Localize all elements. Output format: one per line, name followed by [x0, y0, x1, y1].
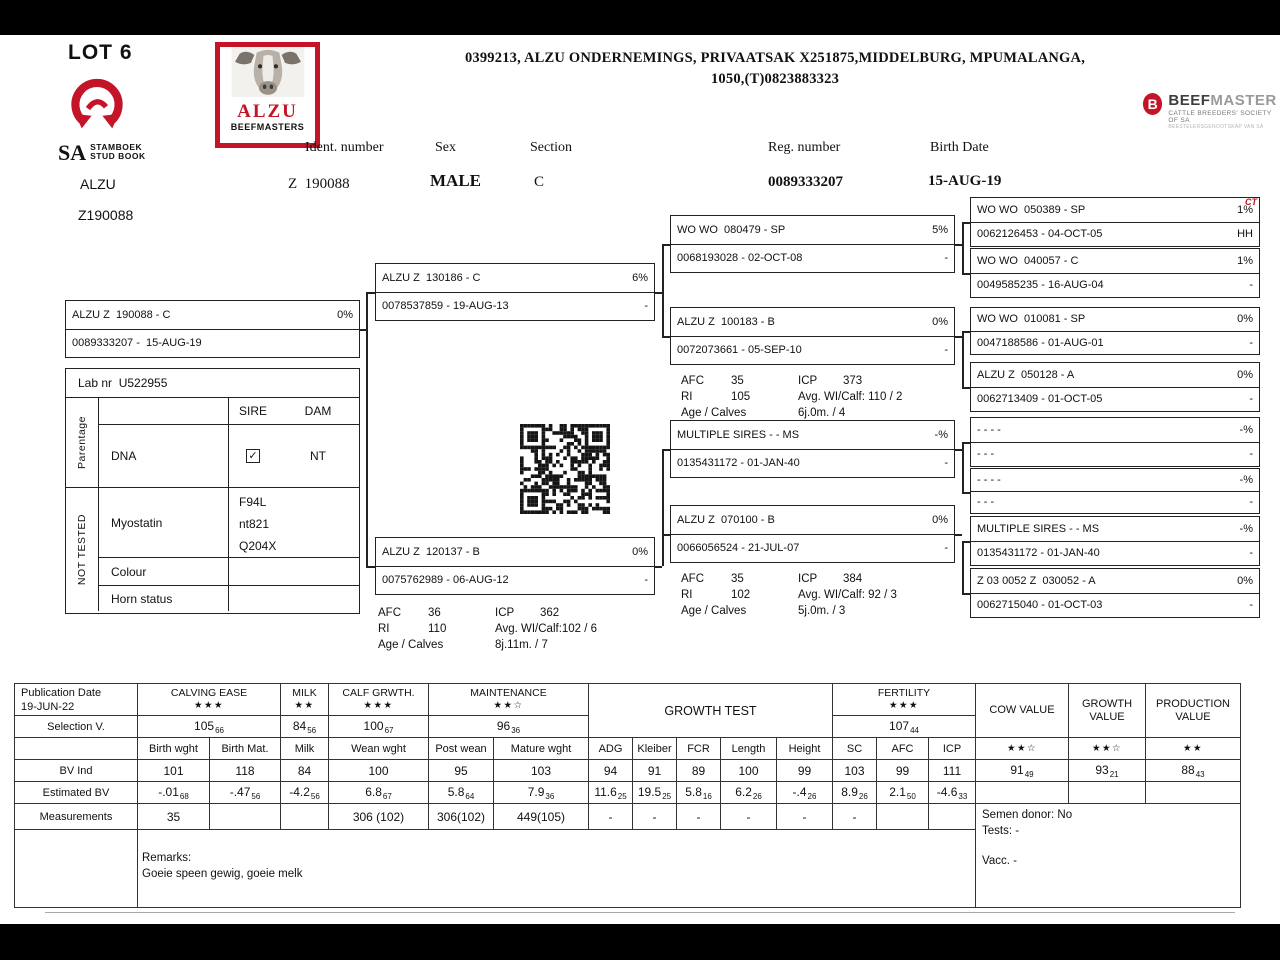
gp4-name: ALZU Z 070100 - B: [677, 513, 775, 526]
group-header-calving-ease: CALVING EASE ★★★: [138, 684, 281, 716]
icp-value: 362: [540, 607, 560, 619]
pedigree-connector: [962, 541, 970, 543]
ri-label: RI: [681, 391, 693, 403]
sire-inbreeding-pct: 6%: [632, 271, 648, 284]
ri-value: 102: [731, 589, 751, 601]
pedigree-connector: [962, 222, 970, 224]
stat-cell: 84: [281, 760, 329, 782]
empty-label-cell: [15, 738, 138, 760]
stat-cell: [281, 804, 329, 830]
pedigree-connector: [962, 273, 970, 275]
ggp6-reg-date: - - -: [977, 496, 995, 509]
ggp2-flag: -: [1249, 279, 1253, 292]
dam-reg-date: 0075762989 - 06-AUG-12: [382, 574, 509, 587]
section-label: Section: [530, 140, 572, 155]
ggp7-flag: -: [1249, 547, 1253, 560]
icp-label: ICP: [798, 573, 818, 585]
stat-cell: 103: [494, 760, 589, 782]
ggp1-inbreeding-pct: 1%: [1237, 203, 1253, 216]
stat-cell: -: [721, 804, 777, 830]
alzu-logo-sub: BEEFMASTERS: [230, 122, 305, 132]
alzu-logo-name: ALZU: [237, 101, 298, 122]
estimated-bv-label: Estimated BV: [15, 782, 138, 804]
ggp8-flag: -: [1249, 599, 1253, 612]
stat-cell: ICP: [929, 738, 976, 760]
group-header-fertility: FERTILITY ★★★: [833, 684, 976, 716]
gp4-flag: -: [944, 542, 948, 555]
colour-row: [99, 558, 359, 586]
pedigree-connector: [655, 566, 662, 568]
section-value: C: [534, 174, 545, 190]
milk-stars: ★★: [294, 700, 315, 711]
header-cow-value: COW VALUE: [976, 684, 1069, 738]
gp1-reg-date: 0068193028 - 02-OCT-08: [677, 252, 803, 265]
alzu-beefmasters-logo: [215, 42, 320, 148]
horn-status-label: Horn status: [99, 586, 229, 611]
breeder-address: [370, 48, 1180, 90]
empty-cell: [1146, 782, 1241, 804]
pedigree-connector: [662, 534, 670, 536]
bv-ind-label: BV Ind: [15, 760, 138, 782]
icp-value: 373: [843, 375, 863, 387]
dna-label: DNA: [99, 425, 229, 487]
stat-cell: $6.8_{67}$: [329, 782, 429, 804]
pedigree-box-animal: [65, 300, 360, 358]
stat-cell: -: [589, 804, 633, 830]
gp2-reg-date: 0072073661 - 05-SEP-10: [677, 344, 802, 357]
gp3-reg-date: 0135431172 - 01-JAN-40: [677, 457, 800, 470]
pedigree-connector: [662, 244, 670, 246]
selection-calving: $105_{66}$: [138, 716, 281, 738]
top-letterbox-bar: [0, 0, 1280, 35]
gp4-inbreeding-pct: 0%: [932, 513, 948, 526]
beefmaster-b-icon: B: [1143, 93, 1162, 115]
sex-label: Sex: [435, 140, 456, 155]
age-calves-value: 8j.11m. / 7: [495, 639, 548, 651]
pedigree-connector: [662, 244, 664, 336]
measurements-label: Measurements: [15, 804, 138, 830]
stat-cell: Post wean: [429, 738, 494, 760]
stat-cell: AFC: [877, 738, 929, 760]
pedigree-box-gp2: [670, 307, 955, 365]
stat-cell: 449(105): [494, 804, 589, 830]
group-header-milk: MILK ★★: [281, 684, 329, 716]
ggp6-flag: -: [1249, 496, 1253, 509]
icp-label: ICP: [798, 375, 818, 387]
stat-cell: $7.9_{36}$: [494, 782, 589, 804]
dam-flag: -: [644, 574, 648, 587]
not-tested-label: NOT TESTED: [76, 513, 88, 586]
stat-cell: $11.6_{25}$: [589, 782, 633, 804]
gp4-fertility-stats: [681, 571, 897, 619]
pedigree-connector: [955, 534, 962, 536]
stat-cell: FCR: [677, 738, 721, 760]
stat-cell: $6.2_{26}$: [721, 782, 777, 804]
ggp1-name: WO WO 050389 - SP: [977, 203, 1086, 216]
pedigree-connector: [655, 292, 662, 294]
remarks-cell: [138, 830, 976, 908]
ggp8-inbreeding-pct: 0%: [1237, 574, 1253, 587]
ggp6-inbreeding-pct: -%: [1239, 473, 1253, 486]
stat-cell: $-.47_{56}$: [210, 782, 281, 804]
pedigree-connector: [962, 541, 964, 593]
pedigree-box-ggp2: [970, 248, 1260, 298]
ggp8-name: Z 03 0052 Z 030052 - A: [977, 574, 1096, 587]
pedigree-connector: [962, 442, 964, 492]
stat-cell: Wean wght: [329, 738, 429, 760]
avg-wi-calf: Avg. WI/Calf:102 / 6: [495, 623, 598, 635]
gp1-name: WO WO 080479 - SP: [677, 223, 786, 236]
stat-cell: Length: [721, 738, 777, 760]
footer-divider: [45, 912, 1235, 913]
pedigree-connector: [962, 222, 964, 273]
breeder-address-line1: 0399213, ALZU ONDERNEMINGS, PRIVAATSAK X251875,MIDDELBURG, MPUMALANGA,: [464, 50, 1086, 66]
pedigree-connector: [955, 244, 962, 246]
icp-value: 384: [843, 573, 863, 585]
myostatin-values: [229, 488, 359, 557]
parentage-label: Parentage: [76, 416, 88, 469]
stat-cell: Milk: [281, 738, 329, 760]
pedigree-connector: [962, 387, 970, 389]
maintenance-stars: ★★☆: [493, 700, 524, 711]
herd-id: Z190088: [78, 207, 134, 223]
stat-cell: 100: [721, 760, 777, 782]
ggp4-reg-date: 0062713409 - 01-OCT-05: [977, 393, 1103, 406]
pedigree-connector: [962, 331, 970, 333]
gp3-flag: -: [944, 457, 948, 470]
stat-cell: $-4.2_{56}$: [281, 782, 329, 804]
stat-cell: 100: [329, 760, 429, 782]
animal-inbreeding-pct: 0%: [337, 308, 353, 321]
afc-label: AFC: [378, 607, 401, 619]
gp3-inbreeding-pct: -%: [934, 428, 948, 441]
tests: Tests: -: [982, 825, 1020, 837]
ebv-table: [14, 683, 1241, 908]
ggp2-reg-date: 0049585235 - 16-AUG-04: [977, 279, 1104, 292]
header-growth-value: GROWTH VALUE: [1069, 684, 1146, 738]
empty-label-cell: [15, 830, 138, 908]
ggp4-inbreeding-pct: 0%: [1237, 368, 1253, 381]
sire-name: ALZU Z 130186 - C: [382, 271, 481, 284]
selection-fertility: $107_{44}$: [833, 716, 976, 738]
avg-wi-calf: Avg. WI/Calf: 110 / 2: [798, 391, 903, 403]
beefmaster-word1: BEEF: [1168, 92, 1211, 109]
vaccinations: Vacc. -: [982, 855, 1017, 867]
beefmaster-word2: MASTER: [1210, 92, 1277, 109]
ri-label: RI: [378, 623, 390, 635]
sa-text: SA: [58, 140, 87, 165]
ggp2-name: WO WO 040057 - C: [977, 254, 1079, 267]
gp2-fertility-stats: [681, 373, 902, 421]
pedigree-connector: [955, 449, 962, 451]
stat-cell: 35: [138, 804, 210, 830]
herd-name: ALZU: [80, 176, 116, 192]
pedigree-box-gp3: [670, 420, 955, 478]
stat-cell: $19.5_{25}$: [633, 782, 677, 804]
stamboek-text: STAMBOEK: [90, 142, 143, 152]
ri-label: RI: [681, 589, 693, 601]
ggp5-name: - - - -: [977, 423, 1001, 436]
stat-cell: [877, 804, 929, 830]
pedigree-connector: [366, 292, 375, 294]
stat-cell: SC: [833, 738, 877, 760]
publication-date-value: 19-JUN-22: [21, 700, 75, 713]
beefmaster-sub2: BEESTELERSGENOOTSKAP VAN SA: [1168, 124, 1264, 130]
ggp5-reg-date: - - -: [977, 448, 995, 461]
stat-cell: Mature wght: [494, 738, 589, 760]
stat-cell: 89: [677, 760, 721, 782]
cow-value-stars: ★★☆: [976, 738, 1069, 760]
gp4-reg-date: 0066056524 - 21-JUL-07: [677, 542, 800, 555]
sire-reg-date: 0078537859 - 19-AUG-13: [382, 300, 509, 313]
pedigree-box-ggp1: [970, 197, 1260, 247]
ggp7-reg-date: 0135431172 - 01-JAN-40: [977, 547, 1100, 560]
pedigree-connector: [366, 566, 375, 568]
age-calves-value: 5j.0m. / 3: [798, 605, 846, 617]
header-production-value: PRODUCTION VALUE: [1146, 684, 1241, 738]
myostatin-variant: Q204X: [239, 539, 277, 553]
publication-date-cell: [15, 684, 138, 716]
animal-reg-date: 0089333207 - 15-AUG-19: [72, 337, 202, 350]
production-value-stars: ★★: [1146, 738, 1241, 760]
pedigree-box-ggp7: [970, 516, 1260, 566]
stat-cell: -: [677, 804, 721, 830]
gp1-inbreeding-pct: 5%: [932, 223, 948, 236]
stat-cell: $5.8_{16}$: [677, 782, 721, 804]
qr-code: [520, 424, 610, 514]
empty-cell: [1069, 782, 1146, 804]
gp2-inbreeding-pct: 0%: [932, 315, 948, 328]
semen-donor: Semen donor: No: [982, 809, 1073, 821]
sex-value: MALE: [430, 171, 481, 190]
pedigree-connector: [662, 449, 670, 451]
selection-calf-growth: $100_{67}$: [329, 716, 429, 738]
stat-cell: 103: [833, 760, 877, 782]
ident-number-label: Ident. number: [305, 140, 384, 155]
selection-maintenance: $96_{36}$: [429, 716, 589, 738]
selection-milk: $84_{56}$: [281, 716, 329, 738]
age-calves-label: Age / Calves: [378, 639, 444, 651]
animal-name: ALZU Z 190088 - C: [72, 308, 171, 321]
ggp5-flag: -: [1249, 448, 1253, 461]
selection-row-label: Selection V.: [15, 716, 138, 738]
pedigree-connector: [962, 442, 970, 444]
stat-cell: 306(102): [429, 804, 494, 830]
breeder-address-line2: 1050,(T)0823883323: [710, 71, 840, 87]
group-header-calf-growth: CALF GRWTH. ★★★: [329, 684, 429, 716]
dna-traits-box: [65, 368, 360, 614]
traits-header-row: [99, 398, 359, 425]
stat-cell: -: [633, 804, 677, 830]
myostatin-row: [99, 488, 359, 558]
beefmaster-society-logo: [1143, 93, 1280, 130]
reg-number-value: 0089333207: [768, 174, 843, 190]
age-calves-value: 6j.0m. / 4: [798, 407, 846, 419]
remarks-text: Goeie speen gewig, goeie melk: [142, 868, 303, 880]
pedigree-box-ggp6: [970, 468, 1260, 514]
ggp3-inbreeding-pct: 0%: [1237, 313, 1253, 326]
gp2-flag: -: [944, 344, 948, 357]
gp3-name: MULTIPLE SIRES - - MS: [677, 428, 800, 441]
stat-cell: [929, 804, 976, 830]
myostatin-label: Myostatin: [99, 488, 229, 557]
checkmark-icon: ✓: [248, 449, 258, 462]
birth-date-value: 15-AUG-19: [928, 173, 1002, 189]
dna-row: [99, 425, 359, 488]
dam-inbreeding-pct: 0%: [632, 545, 648, 558]
stat-cell: $2.1_{50}$: [877, 782, 929, 804]
pedigree-connector: [962, 593, 970, 595]
ggp7-name: MULTIPLE SIRES - - MS: [977, 522, 1100, 535]
stat-cell: Height: [777, 738, 833, 760]
stat-cell: [210, 804, 281, 830]
afc-value: 36: [428, 607, 441, 619]
pedigree-box-ggp8: [970, 568, 1260, 618]
stat-cell: 99: [777, 760, 833, 782]
remarks-label: Remarks:: [142, 852, 192, 864]
traits-vertical-labels: [66, 398, 99, 611]
production-value-index: $88_{43}$: [1146, 760, 1241, 782]
empty-cell: [976, 782, 1069, 804]
avg-wi-calf: Avg. WI/Calf: 92 / 3: [798, 589, 897, 601]
icp-label: ICP: [495, 607, 515, 619]
ggp7-inbreeding-pct: -%: [1239, 522, 1253, 535]
afc-label: AFC: [681, 573, 704, 585]
ident-number-value: Z 190088: [288, 176, 350, 192]
calving-ease-stars: ★★★: [193, 700, 225, 711]
studbook-text: STUD BOOK: [90, 151, 146, 161]
pedigree-box-dam: [375, 537, 655, 595]
myostatin-variant: F94L: [239, 495, 267, 509]
afc-label: AFC: [681, 375, 704, 387]
stat-cell: $5.8_{64}$: [429, 782, 494, 804]
stat-cell: 111: [929, 760, 976, 782]
dam-name: ALZU Z 120137 - B: [382, 545, 480, 558]
dam-column-header: DAM: [304, 404, 332, 418]
stat-cell: -: [833, 804, 877, 830]
growth-value-index: $93_{21}$: [1069, 760, 1146, 782]
ggp2-inbreeding-pct: 1%: [1237, 254, 1253, 267]
ggp1-genetic-mark: CT: [1245, 197, 1257, 207]
calf-growth-stars: ★★★: [363, 700, 394, 711]
afc-value: 35: [731, 375, 744, 387]
pedigree-connector: [662, 336, 670, 338]
stat-cell: 306 (102): [329, 804, 429, 830]
pedigree-box-gp4: [670, 505, 955, 563]
group-header-maintenance: MAINTENANCE ★★☆: [429, 684, 589, 716]
pedigree-connector: [662, 449, 664, 566]
cow-value-index: $91_{49}$: [976, 760, 1069, 782]
stat-cell: $8.9_{26}$: [833, 782, 877, 804]
horn-status-row: [99, 586, 359, 611]
stat-cell: $-4.6_{33}$: [929, 782, 976, 804]
dam-fertility-stats: [378, 605, 597, 653]
stat-cell: $-.4_{26}$: [777, 782, 833, 804]
ggp5-inbreeding-pct: -%: [1239, 423, 1253, 436]
ggp8-reg-date: 0062715040 - 01-OCT-03: [977, 599, 1103, 612]
stat-cell: 91: [633, 760, 677, 782]
stat-cell: 101: [138, 760, 210, 782]
sa-studbook-logo-text: [58, 140, 146, 165]
afc-value: 35: [731, 573, 744, 585]
stat-cell: Kleiber: [633, 738, 677, 760]
ggp1-reg-date: 0062126453 - 04-OCT-05: [977, 228, 1103, 241]
lab-number: Lab nr U522955: [66, 369, 359, 398]
beefmaster-sub1: CATTLE BREEDERS' SOCIETY OF SA: [1168, 110, 1272, 124]
pedigree-box-ggp5: [970, 417, 1260, 467]
pedigree-box-sire: [375, 263, 655, 321]
dna-dam-value: NT: [310, 449, 326, 463]
age-calves-label: Age / Calves: [681, 407, 747, 419]
reg-number-label: Reg. number: [768, 140, 841, 155]
stat-cell: Birth Mat.: [210, 738, 281, 760]
fertility-stars: ★★★: [888, 700, 920, 711]
dna-sire-checkbox: [246, 449, 260, 463]
gp2-name: ALZU Z 100183 - B: [677, 315, 775, 328]
certificate-page: [0, 35, 1280, 924]
stat-cell: 94: [589, 760, 633, 782]
pedigree-box-ggp3: [970, 307, 1260, 355]
pedigree-box-gp1: [670, 215, 955, 273]
stat-cell: 95: [429, 760, 494, 782]
ggp3-reg-date: 0047188586 - 01-AUG-01: [977, 336, 1104, 349]
colour-label: Colour: [99, 558, 229, 585]
sire-flag: -: [644, 300, 648, 313]
publication-date-label: Publication Date: [21, 686, 102, 699]
ri-value: 110: [428, 623, 447, 635]
ggp3-name: WO WO 010081 - SP: [977, 313, 1086, 326]
pedigree-box-ggp4: [970, 362, 1260, 412]
stat-cell: 118: [210, 760, 281, 782]
birth-date-label: Birth Date: [930, 140, 989, 155]
ggp1-flag: HH: [1237, 228, 1253, 241]
pedigree-connector: [962, 492, 970, 494]
sire-column-header: SIRE: [238, 404, 267, 418]
ggp4-flag: -: [1249, 393, 1253, 406]
stat-cell: ADG: [589, 738, 633, 760]
pedigree-connector: [962, 331, 964, 387]
gp1-flag: -: [944, 252, 948, 265]
semen-donor-cell: [976, 804, 1241, 908]
ggp6-name: - - - -: [977, 473, 1001, 486]
age-calves-label: Age / Calves: [681, 605, 747, 617]
myostatin-variant: nt821: [239, 517, 270, 531]
cow-head-image: [222, 47, 314, 97]
group-header-growth-test: GROWTH TEST: [589, 684, 833, 738]
ri-value: 105: [731, 391, 751, 403]
stat-cell: $-.01_{68}$: [138, 782, 210, 804]
sa-studbook-logo-icon: [70, 75, 124, 140]
pedigree-connector: [955, 336, 962, 338]
stat-cell: -: [777, 804, 833, 830]
growth-value-stars: ★★☆: [1069, 738, 1146, 760]
lot-number: LOT 6: [68, 41, 133, 64]
ggp4-name: ALZU Z 050128 - A: [977, 368, 1075, 381]
bottom-letterbox-bar: [0, 924, 1280, 960]
stat-cell: Birth wght: [138, 738, 210, 760]
ggp3-flag: -: [1249, 336, 1253, 349]
pedigree-connector: [366, 292, 368, 566]
stat-cell: 99: [877, 760, 929, 782]
